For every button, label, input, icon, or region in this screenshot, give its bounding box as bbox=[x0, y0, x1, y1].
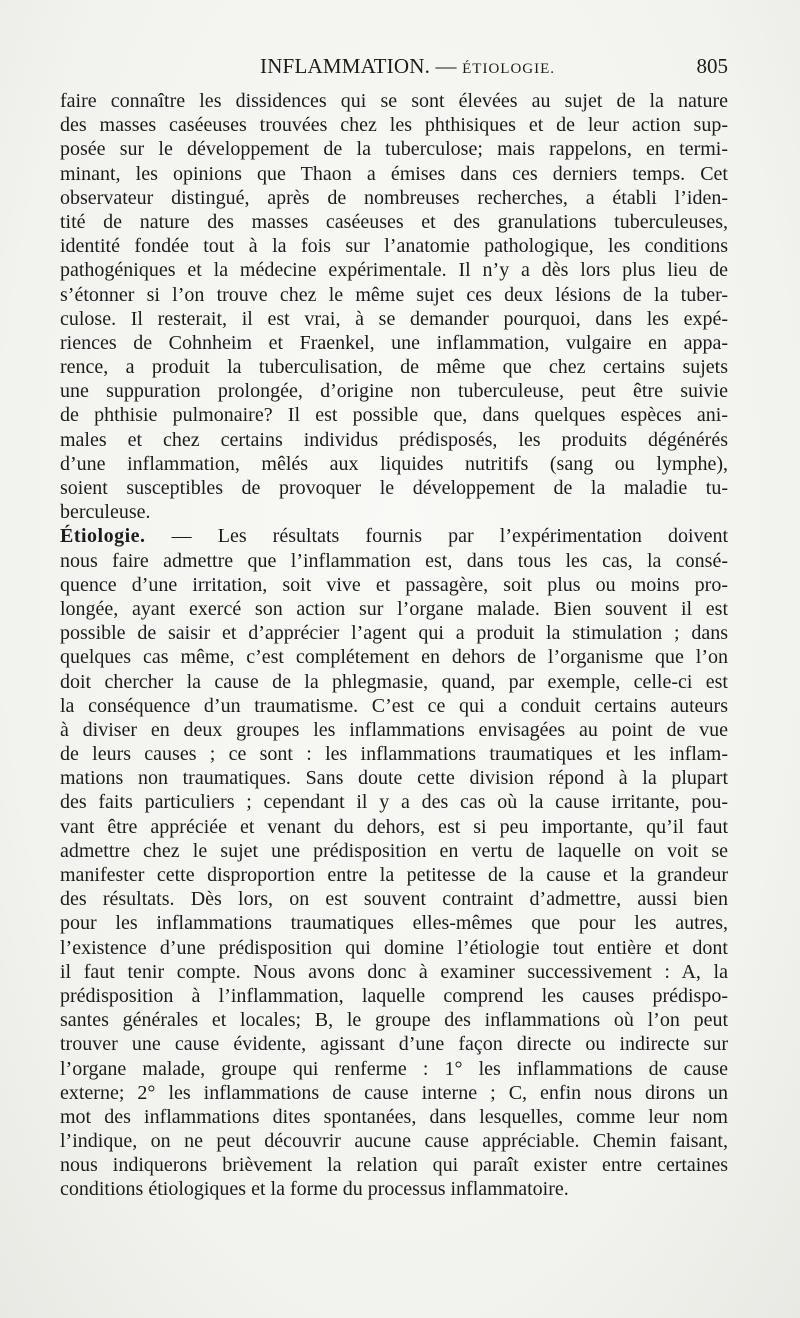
page-number: 805 bbox=[696, 54, 728, 78]
paragraph-etiologie bbox=[60, 549, 728, 1202]
text-line: mations non traumatiques. Sans doute cette division répond à la plupart bbox=[60, 767, 728, 790]
text-line: nous faire admettre que l’inflammation est, dans tous les cas, la consé- bbox=[60, 549, 728, 572]
text-line: vant être appréciée et venant du dehors, est si peu importante, qu’il faut bbox=[60, 815, 728, 838]
running-head-subtitle: ÉTIOLOGIE. bbox=[462, 61, 556, 77]
section-first-line bbox=[60, 524, 728, 548]
paragraph-thaon bbox=[60, 89, 728, 524]
text-line: de phthisie pulmonaire? Il est possible que, dans quelques espèces ani- bbox=[60, 404, 728, 427]
text-line: de leurs causes ; ce sont : les inflammations traumatiques et les inflam- bbox=[60, 743, 728, 766]
text-line: pour les inflammations traumatiques elles-mêmes que pour les autres, bbox=[60, 912, 728, 935]
text-line: externe; 2° les inflammations de cause interne ; C, enfin nous dirons un bbox=[60, 1081, 728, 1104]
text-line: manifester cette disproportion entre la petitesse de la cause et la grandeur bbox=[60, 864, 728, 886]
text-line: observateur distingué, après de nombreuses recherches, a établi l’iden- bbox=[60, 186, 728, 209]
text-line: nous indiquerons brièvement la relation qui paraît exister entre certaines bbox=[60, 1154, 728, 1177]
text-line: tité de nature des masses caséeuses et des granulations tuberculeuses, bbox=[60, 210, 728, 233]
text-line: d’une inflammation, mêlés aux liquides nutritifs (sang ou lymphe), bbox=[60, 452, 728, 475]
text-line: doit chercher la cause de la phlegmasie, quand, par exemple, celle-ci est bbox=[60, 670, 728, 693]
text-line: conditions étiologiques et la forme du processus inflammatoire. bbox=[60, 1178, 569, 1201]
text-line: santes générales et locales; B, le groupe des inflammations où l’on peut bbox=[60, 1009, 728, 1032]
text-line: mot des inflammations dites spontanées, dans lesquelles, comme leur nom bbox=[60, 1105, 728, 1128]
text-line: s’étonner si l’on trouve chez le même sujet ces deux lésions de la tuber- bbox=[60, 283, 728, 306]
text-line: riences de Cohnheim et Fraenkel, une inflammation, vulgaire en appa- bbox=[60, 331, 728, 354]
running-head bbox=[260, 54, 555, 79]
text-line: trouver une cause évidente, agissant d’une façon directe ou indirecte sur bbox=[60, 1033, 728, 1056]
running-head-title: INFLAMMATION. — bbox=[260, 54, 457, 78]
text-line: des faits particuliers ; cependant il y a des cas où la cause irritante, pou- bbox=[60, 791, 728, 814]
text-line: quelques cas même, c’est complétement en dehors de l’organisme que l’on bbox=[60, 646, 728, 669]
body-text bbox=[60, 89, 728, 1202]
text-line: l’existence d’une prédisposition qui domine l’étiologie tout entière et dont bbox=[60, 936, 728, 959]
text-line: soient susceptibles de provoquer le développement de la maladie tu- bbox=[60, 477, 728, 499]
text-line: males et chez certains individus prédisposés, les produits dégénérés bbox=[60, 428, 728, 451]
text-line: identité fondée tout à la fois sur l’anatomie pathologique, les conditions bbox=[60, 235, 728, 258]
text-line: posée sur le développement de la tuberculose; mais rappelons, en termi- bbox=[60, 138, 728, 161]
text-line: prédisposition à l’inflammation, laquelle comprend les causes prédispo- bbox=[60, 984, 728, 1007]
text-line: à diviser en deux groupes les inflammations envisagées au point de vue bbox=[60, 718, 728, 741]
text-line: rence, a produit la tuberculisation, de même que chez certains sujets bbox=[60, 356, 728, 379]
text-line: la conséquence d’un traumatisme. C’est ce qui a conduit certains auteurs bbox=[60, 694, 728, 717]
text-line: berculeuse. bbox=[60, 501, 151, 524]
section-lead-text: — Les résultats fournis par l’expérimentation doivent bbox=[171, 525, 729, 548]
text-line: admettre chez le sujet une prédisposition en vertu de laquelle on voit se bbox=[60, 839, 728, 862]
text-line: pathogéniques et la médecine expérimentale. Il n’y a dès lors plus lieu de bbox=[60, 259, 728, 282]
text-line: minant, les opinions que Thaon a émises dans ces derniers temps. Cet bbox=[60, 162, 728, 185]
text-line: l’indique, on ne peut découvrir aucune cause appréciable. Chemin faisant, bbox=[60, 1130, 728, 1153]
text-line: il faut tenir compte. Nous avons donc à examiner successivement : A, la bbox=[60, 960, 728, 983]
page-header bbox=[60, 54, 728, 84]
text-line: quence d’une irritation, soit vive et passagère, soit plus ou moins pro- bbox=[60, 573, 728, 596]
text-line: des résultats. Dès lors, on est souvent contraint d’admettre, aussi bien bbox=[60, 888, 728, 911]
text-line: l’organe malade, groupe qui renferme : 1° les inflammations de cause bbox=[60, 1057, 728, 1080]
text-line: culose. Il resterait, il est vrai, à se demander pourquoi, dans les expé- bbox=[60, 307, 728, 330]
text-line: des masses caséeuses trouvées chez les phthisiques et de leur action sup- bbox=[60, 114, 728, 137]
text-line: longée, ayant exercé son action sur l’organe malade. Bien souvent il est bbox=[60, 597, 728, 620]
text-line: une suppuration prolongée, d’origine non tuberculeuse, peut être suivie bbox=[60, 380, 728, 403]
text-line: faire connaître les dissidences qui se sont élevées au sujet de la nature bbox=[60, 90, 728, 112]
section-heading-etiologie: Étiologie. bbox=[60, 525, 146, 548]
text-line: possible de saisir et d’apprécier l’agent qui a produit la stimulation ; dans bbox=[60, 622, 728, 645]
